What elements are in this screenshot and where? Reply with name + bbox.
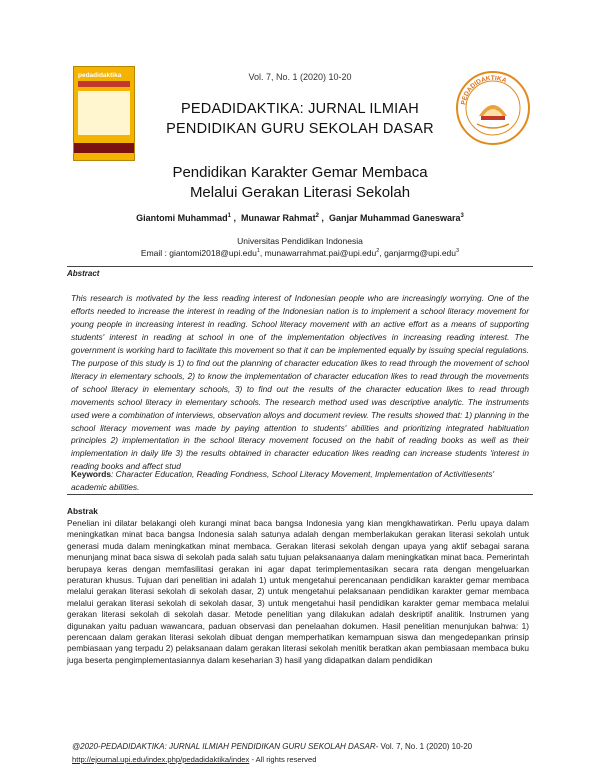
author-name: Giantomi Muhammad: [136, 213, 228, 223]
email-3: ganjarmg@upi.edu: [384, 248, 457, 258]
journal-title-line1: PEDADIDAKTIKA: JURNAL ILMIAH: [181, 101, 419, 117]
journal-volume-info: Vol. 7, No. 1 (2020) 10-20: [248, 72, 352, 82]
author-name: Munawar Rahmat: [241, 213, 316, 223]
keywords: [71, 468, 529, 494]
author-emails: Email : giantomi2018@upi.edu$^1$, munawarrahmat.pai@upi.edu$^2$, ganjarmg@upi.edu$^3$: [140, 248, 460, 258]
paper-title: [0, 163, 600, 203]
email-label: Email :: [140, 248, 170, 258]
footer-citation: [72, 742, 472, 751]
paper-title-line1: Pendidikan Karakter Gemar Membaca: [172, 164, 428, 181]
affiliation: Universitas Pendidikan Indonesia: [237, 236, 363, 246]
abstract-heading: Abstract: [67, 269, 100, 278]
svg-text:PEDADIDAKTIKA: PEDADIDAKTIKA: [460, 74, 508, 106]
abstrak-heading: Abstrak: [67, 506, 98, 516]
divider: [67, 266, 533, 267]
paper-title-line2: Melalui Gerakan Literasi Sekolah: [189, 184, 411, 201]
author-affil-mark: 3: [460, 213, 464, 219]
cover-title: pedadidaktika: [78, 72, 122, 79]
footer-rights: - All rights reserved: [249, 755, 317, 764]
divider: [67, 494, 533, 495]
email-1: giantomi2018@upi.edu: [169, 248, 257, 258]
cover-footer-strip: [74, 143, 135, 153]
footer-link-line: [72, 755, 316, 764]
journal-title-line2: PENDIDIKAN GURU SEKOLAH DASAR: [166, 121, 434, 137]
author-affil-mark: 2: [315, 213, 319, 219]
author-list: Giantomi Muhammad$^1$ , Munawar Rahmat$^2$ , Ganjar Muhammad Ganeswara$^3$: [136, 213, 464, 223]
abstract-text: This research is motivated by the less reading interest of Indonesian people who are increasingly worrying. One of the efforts needed to increase the interest in reading of the Indonesian nation is to implement a school literacy movement for young people in increasing interest in reading. School literacy movement with an active effort as a means of supporting students' interest in reading at school in one of the implementation objectives in increasing reading interest. The government is working hard to facilitate this movement so that it can be implemented equally by issuing special regulations. The purpose of this study is 1) to find out the planning of character education likes to read through the movement of school literacy in elementary schools, 2) to know the implementation of character education likes to read through the movements of school literacy in elementary schools, 3) to find out the results of the character education likes to read through movements school literacy in elementary schools. The research method used was descriptive analytic. The instruments used were a combination of interviews, observation alloys and document review. The results showed that: 1) planning in the school literacy movement was made by paying attention to students' abilities and prioritizing integrated habituation principles 2) implementation in the school literacy movement focused on the habit of reading books as well as their implementation in daily life 3) the results obtained in character education likes reading can increase students 'interest in reading books and affect stud: [71, 293, 529, 472]
abstrak-text: Penelian ini dilatar belakangi oleh kurangi minat baca bangsa Indonesia yang kian mengkhawatirkan. Perlu upaya dalam meningkatkan minat baca bangsa Indonesia salah satunya adalah dengan memberlakukan gerakan literasi sekolah untuk generasi muda dalam meningkatkan minat membaca. Gerakan literasi sekolah dengan upaya yang aktif sebagai sarana menunjang minat baca siswa di sekolah pada salah satu tujuan pelaksanaanya dalam meningkatkan minat baca. Pemerintah berupaya keras dengan memfasilitasi gerakan ini agar dapat terimplementasikan secara rata dengan mengeluarkan peraturan khusus. Tujuan dari penelitian ini adalah 1) untuk mengetahui perencanaan pendidikan karakter gemar membaca melalui gerakan literasi sekolah di sekolah dasar, 2) untuk mengetahui pelaksanaan pendidikan karakter gemar membaca melalui gerakan literasi sekolah di sekolah dasar, 3) untuk mengetahui hasil pendidikan karakter gemar membaca melalui gerakan literasi sekolah di sekolah dasar. Metode penelitian yang dilakukan adalah deskriptif analitik. Instrumen yang digunakan yaitu paduan wawancara, paduan observasi dan penelaahan dokumen. Hasil penelitian menunjukan bahwa: 1) perencaan dalam gerakan literasi sekolah dibuat dengan memperhatikan kemampuan siswa dan mengedepankan prinsip pembiasaan yang terpadu 2) pelaksanaan dalam gerakan literasi sekolah menitik beratkan akan pembiasaan membaca buku juga beserta pengimplementasiannya dalam keseharian 3) hasil yang didapatkan dalam pendidikan: [67, 518, 529, 665]
email-2: munawarrahmat.pai@upi.edu: [264, 248, 377, 258]
author-affil-mark: 1: [227, 213, 231, 219]
journal-url-link[interactable]: http://ejournal.upi.edu/index.php/pedadidaktika/index: [72, 755, 250, 764]
journal-title: [0, 99, 600, 139]
footer-journal: @2020-PEDADIDAKTIKA: JURNAL ILMIAH PENDIDIKAN GURU SEKOLAH DASAR-: [72, 742, 379, 751]
keywords-label: Keywords: [71, 469, 112, 479]
author-name: Ganjar Muhammad Ganeswara: [328, 213, 461, 223]
keywords-text: : Character Education, Reading Fondness, School Literacy Movement, Implementation of Activitiesents' academic abilities.: [71, 469, 495, 492]
footer-volume: Vol. 7, No. 1 (2020) 10-20: [378, 742, 473, 751]
